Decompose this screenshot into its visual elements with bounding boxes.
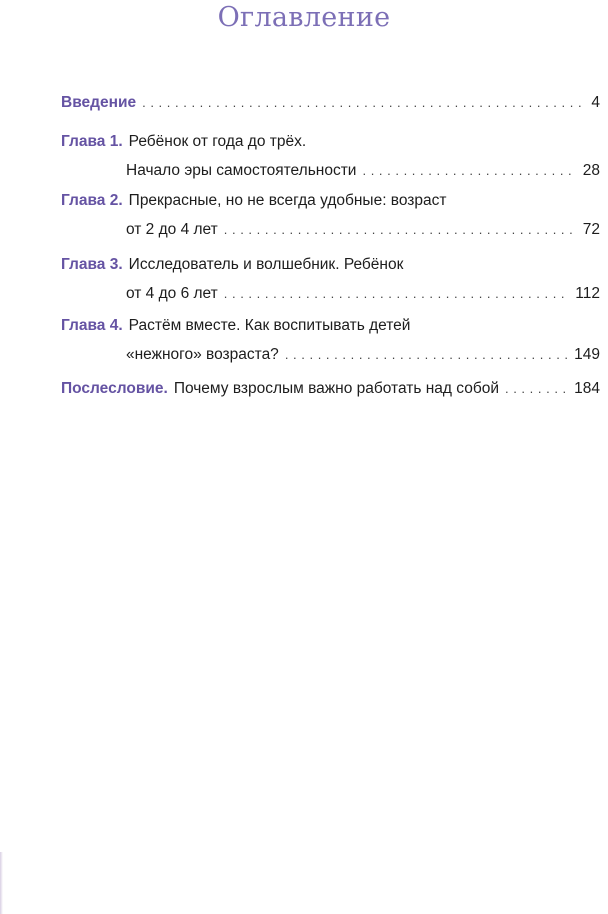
toc-line xyxy=(61,156,600,185)
toc-line xyxy=(61,88,600,117)
toc-entry-label: Глава 3. xyxy=(61,256,123,273)
toc-entry-chapter-2[interactable] xyxy=(61,186,600,244)
toc-entry-title-line-2: от 4 до 6 лет xyxy=(126,285,218,302)
toc-page-number: 112 xyxy=(575,285,600,302)
dot-leader xyxy=(362,156,576,185)
dot-leader xyxy=(505,374,568,403)
toc-entry-intro[interactable] xyxy=(61,88,600,117)
toc-page-number: 28 xyxy=(582,162,600,179)
toc-entry-title-line-1: Почему взрослым важно работать над собой xyxy=(173,380,499,397)
toc-entry-chapter-4[interactable] xyxy=(61,311,600,369)
toc-entry-title-line-2: от 2 до 4 лет xyxy=(126,221,218,238)
toc-entry-chapter-3[interactable] xyxy=(61,250,600,308)
toc-entry-title-line-2: Начало эры самостоятельности xyxy=(126,162,357,179)
toc-line xyxy=(61,340,600,369)
toc-line xyxy=(61,127,600,156)
toc-entry-label: Послесловие. xyxy=(61,380,168,397)
toc-page-number: 72 xyxy=(582,221,600,238)
toc-line xyxy=(61,374,600,403)
toc-line xyxy=(61,186,600,215)
toc-entry-title-line-2: «нежного» возраста? xyxy=(126,346,279,363)
dot-leader xyxy=(224,215,577,244)
toc-entry-title-line-1: Ребёнок от года до трёх. xyxy=(128,133,307,150)
dot-leader xyxy=(224,279,570,308)
toc-entry-afterword[interactable] xyxy=(61,374,600,403)
toc-line xyxy=(61,215,600,244)
toc-entry-chapter-1[interactable] xyxy=(61,127,600,185)
toc-line xyxy=(61,250,600,279)
toc-page-number: 149 xyxy=(574,346,600,363)
toc-line xyxy=(61,279,600,308)
dot-leader xyxy=(285,340,568,369)
dot-leader xyxy=(142,88,585,117)
toc-entry-label: Глава 4. xyxy=(61,317,123,334)
toc-line xyxy=(61,311,600,340)
toc-entry-label: Глава 2. xyxy=(61,192,123,209)
toc-entry-title-line-1: Прекрасные, но не всегда удобные: возраст xyxy=(128,192,447,209)
page-edge-shadow xyxy=(0,852,3,914)
toc-page-number: 4 xyxy=(591,94,600,111)
toc-entry-label: Глава 1. xyxy=(61,133,123,150)
toc-entry-title-line-1: Растём вместе. Как воспитывать детей xyxy=(128,317,411,334)
page-title: Оглавление xyxy=(217,2,391,33)
toc-entry-label: Введение xyxy=(61,94,137,111)
toc-page-number: 184 xyxy=(574,380,600,397)
toc-entry-title-line-1: Исследователь и волшебник. Ребёнок xyxy=(128,256,404,273)
